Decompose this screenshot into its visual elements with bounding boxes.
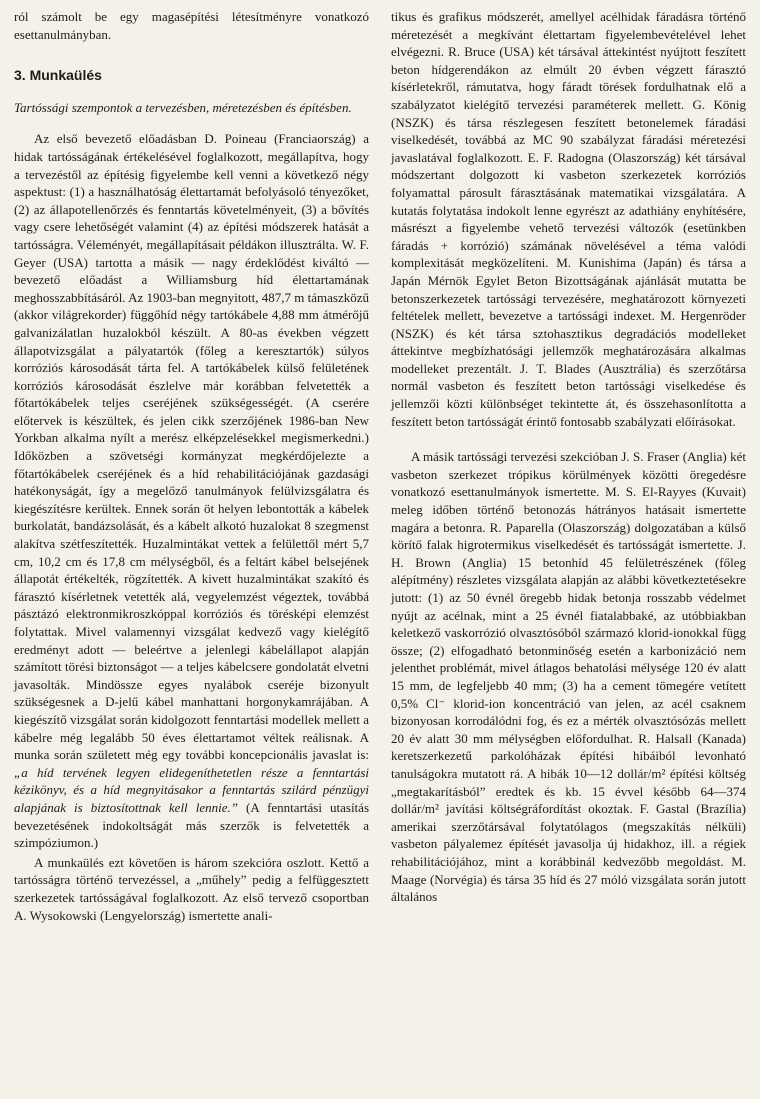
paragraph-fatigue: tikus és grafikus módszerét, amellyel acélhidak fáradásra történő méretezését a megkívánt élettartam figyelembevételével lehet elvégezni. R. Bruce (USA) két társával áttekintést nyújtott feszített beton hídgerendákon az elmúlt 20 évben végzett fárasztó kísérletekről, rámutatva, hogy fáradt törések fordulhatnak elő a szabályzatot kielégítő tervezési paraméterek mellett. G. König (NSZK) és társa részlegesen feszített betonelemek fáradási viselkedését, továbbá az MC 90 szabályzat fáradási méretezési javaslatával foglalkozott. E. F. Radogna (Olaszország) két társával módszertant dolgozott ki vasbeton szerkezetek korróziós folyamattal párosult fárasztásának matematikai vizsgálatára. A kutatás folytatása indokolt lenne egyrészt az adathiány enyhítésére, másrészt a figyelembe vehető tervezési változók (esetünkben fáradás + korrózió) számának növelésével a téma valódi komplexitását megközelíteni. M. Kunishima (Japán) és társa a Japán Mérnök Egylet Beton Bizottságának ajánlását mutatta be betonszerkezetek tartóssági tervezésére, meghatározott környezeti feltételek mellett, bevezetve a tartóssági indexet. M. Hergenröder (NSZK) és két társa sztohasztikus degradációs modelleket áttekintve megbízhatósági jellemzők meghatározására alkalmas modelleket prezentált. J. T. Blades (Ausztrália) és szerzőtársa normál vasbeton és feszített beton tartóssági viselkedése és jellemzői közti különbséget tekintette át, és összehasonlította a feszített beton tartósságát érintő fontosabb szabályzati előírásokat. [391, 9, 746, 429]
left-column [14, 8, 369, 1099]
right-column [391, 8, 746, 1099]
intro-fragment: ról számolt be egy magasépítési létesítményre vonatkozó esettanulmányban. [14, 9, 369, 42]
paragraph-poineau [14, 130, 369, 851]
paragraph-quote: „a híd tervének legyen elidegeníthetetlen része a fenntartási kézikönyv, és a híd megnyitásakor a fenntartás szilárd pénzügyi alapjának is biztosítottnak kell lennie.” [14, 764, 369, 815]
section-heading: 3. Munkaülés [14, 67, 102, 84]
paragraph-sections: A munkaülés ezt követően is három szekcióra oszlott. Kettő a tartósságra történő tervezéssel, a „műhely” pedig a felfüggesztett szerkezetek tartósságával foglalkozott. Az első tervező csoportban A. Wysokowski (Lengyelország) ismertette anali- [14, 854, 369, 923]
section-subheading: Tartóssági szempontok a tervezésben, méretezésben és építésben. [14, 99, 352, 115]
paragraph-tail: (A fenntartási utasítás bevezetésének indokoltságát más szerzők is felvetették a szimpóziumon.) [14, 799, 369, 851]
paragraph-text: Az első bevezető előadásban D. Poineau (Franciaország) a hidak tartósságának értékelésével foglalkozott, megállapítva, hogy a tervezéstől az építésig figyelembe kell venni a következő négy aspektust: (1) a használhatóság élettartamát befolyásoló tényezőket, (2) az állapotellenőrzés és fenntartás követelményeit, (3) a bővítés vagy csere lehetőségét valamint (4) az építési módszerek hatását a tartósságra. Véleményét, megállapításait példákon illusztrálta. W. F. Geyer (USA) tartotta a másik — nagy érdeklődést kiváltó — bevezető előadást a Williamsburg híd élettartamának meghosszabbításáról. Az 1903-ban megnyitott, 487,7 m támaszközű (akkor világrekorder) függőhíd négy tartókábele 4,88 mm átmérőjű galvanizálatlan huzalokból készült. A 80-as években végzett állapotvizsgálat a pályatartók (főleg a keresztartók) súlyos korróziós károsodását tárta fel. A tartókábelek külső felületének korróziós károsodását észlelve már korábban felvetették a főtartókábelek teljes cseréjének szükségességét. (A cserére előtervek is készültek, és jelen cikk szerzőjének 1986-ban New Yorkban alkalma nyílt a merész elképzelésekkel megismerkedni.) Időközben a szövetségi kormányzat megkérdőjelezte a főtartókábelek cseréjének és a híd rehabilitációjának gazdasági hatékonyságát, így a megelőző tanulmányok felülvizsgálatra és kiegészítésre kerültek. Ennek során öt helyen lebontották a kábelek burkolatát, bandázsolását, és a kábelt alkotó huzalokat 8 szegmenst alakítva szétfeszítették. Huzalmintákat vettek a felülettől mért 5,7 cm, 10,2 cm és 17,8 cm mélységből, és a feltárt kábel belsejének állapotát értékelték, rögzítették. A kivett huzalmintákat szakító és fárasztó kísérletnek vetették alá, vegyelemzést végeztek, továbbá pásztázó elektronmikroszkóppal korróziós és törésképi elemzést folytattak. Mivel valamennyi vizsgálat kedvező vagy kielégítő eredményt adott — beleértve a jelenlegi kábelállapot alapján számított törési biztonságot — a teljes kábelcsere gondolatát elvetni javasolták. Mindössze egyes nyalábok cseréje bizonyult szükségesnek a D-jelű kábel manhattani horgonykamrájában. A kiegészítő vizsgálat során kidolgozott fenntartási modellek mellett a kábelre még legalább 50 éves élettartamot véltek reálisnak. A munka során született még egy további koncepcionális javaslat is: [14, 131, 369, 763]
paragraph-second-section: A másik tartóssági tervezési szekcióban J. S. Fraser (Anglia) két vasbeton szerkezet trópikus körülmények közötti öregedésre vonatkozó esettanulmányok ismertette. M. S. El-Rayyes (Kuvait) meleg időben történő betonozás hátrányos hatásait ismertette magára a betonra. R. Paparella (Olaszország) dolgozatában a külső körítő falak higrotermikus viselkedését és tartósságát ismertette. J. H. Brown (Anglia) 15 betonhíd 45 felületrészének (főleg alépítmény) részletes vizsgálata alapján az alábbi következtetésekre jutott: (1) az 50 évnél öregebb hidak betonja rosszabb védelmet nyújt az acélnak, mint a 25 évnél fiatalabbaké, az utóbbiakban keletkező vaskorrózió olvasztósóból származó klorid-ionokkal függ össze; (2) elfogadható betonminőség esetén a karbonizáció nem jelenthet problémát, mivel átlagos behatolási mélysége 120 év alatt 15 mm, de legfeljebb 40 mm; (3) ha a cement tömegére vetített 0,5% Cl⁻ klorid-ion koncentráció van jelen, az acél csaknem bizonyosan korrodálódni fog, és ez a mérték olvasztósózás mellett 20 év alatt 30 mm mélységben előfordulhat. R. Halsall (Kanada) keretszerkezetű parkolóházak építési hibáiból levonható tanulságokra mutatott rá. A hibák 10—12 dollár/m² építési költség „megtakarításból” eredtek és kb. 15 évvel később 64—374 dollár/m² javítási költségráfordítást okoztak. F. Gastal (Brazília) amerikai szerzőtársával folytatólagos (megszakítás nélküli) vasbeton pályalemez építését javasolja új hidakhoz, ill. a régiek rehabilitációjához, mint a korábbinál kedvezőbb megoldást. M. Maage (Norvégia) és társa 35 híd és 27 móló vizsgálata során jutott általános [391, 449, 746, 905]
